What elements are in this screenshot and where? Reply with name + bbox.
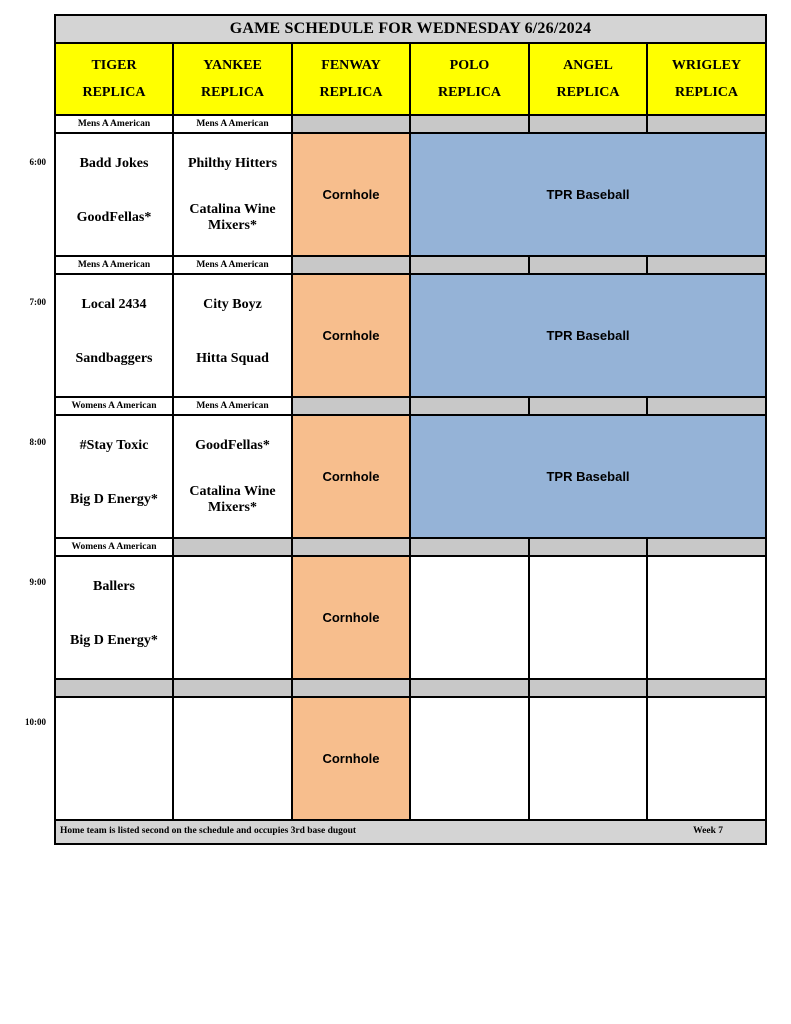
division-row xyxy=(56,398,765,416)
division-label xyxy=(293,680,411,696)
away-team: #Stay Toxic xyxy=(79,438,149,453)
division-label xyxy=(530,398,648,414)
fenway-cornhole-cell: Cornhole xyxy=(293,275,411,396)
time-label-10: 10:00 xyxy=(25,717,46,727)
division-label xyxy=(648,539,765,555)
division-label xyxy=(530,257,648,273)
division-label xyxy=(530,116,648,132)
division-label: Womens A American xyxy=(56,539,174,555)
wrigley-game-cell xyxy=(648,698,765,819)
angel-game-cell xyxy=(530,557,648,678)
fenway-cornhole-cell: Cornhole xyxy=(293,557,411,678)
home-team: Big D Energy* xyxy=(70,633,158,648)
division-label xyxy=(174,680,293,696)
polo-game-cell xyxy=(411,557,530,678)
fenway-cornhole-cell: Cornhole xyxy=(293,698,411,819)
division-label xyxy=(411,257,530,273)
time-label-6: 6:00 xyxy=(29,157,46,167)
tiger-game-cell xyxy=(56,134,174,255)
tiger-game-cell xyxy=(56,557,174,678)
home-team: Catalina Wine Mixers* xyxy=(189,202,276,233)
home-team: Sandbaggers xyxy=(75,351,153,366)
away-team: Local 2434 xyxy=(81,297,147,312)
division-row xyxy=(56,257,765,275)
division-label xyxy=(56,680,174,696)
time-slot-row xyxy=(56,416,765,539)
division-label xyxy=(648,116,765,132)
home-team-note: Home team is listed second on the schedule and occupies 3rd base dugout xyxy=(60,826,357,836)
away-team: GoodFellas* xyxy=(195,438,270,453)
schedule-footer xyxy=(56,821,765,843)
time-slot-row xyxy=(56,134,765,257)
polo-game-cell xyxy=(411,698,530,819)
away-team: Ballers xyxy=(93,579,135,594)
schedule-title: GAME SCHEDULE FOR WEDNESDAY 6/26/2024 xyxy=(56,16,765,44)
division-label: Mens A American xyxy=(56,116,174,132)
division-row xyxy=(56,680,765,698)
time-label-8: 8:00 xyxy=(29,437,46,447)
away-team: City Boyz xyxy=(203,297,262,312)
time-label-9: 9:00 xyxy=(29,577,46,587)
field-header-angel: ANGEL REPLICA xyxy=(530,44,648,116)
angel-game-cell xyxy=(530,698,648,819)
yankee-game-cell xyxy=(174,698,293,819)
tpr-baseball-block: TPR Baseball xyxy=(411,134,765,255)
division-label: Mens A American xyxy=(174,257,293,273)
tiger-game-cell xyxy=(56,416,174,537)
tpr-baseball-block: TPR Baseball xyxy=(411,416,765,537)
division-label xyxy=(411,539,530,555)
home-team: Catalina Wine Mixers* xyxy=(189,484,276,515)
division-label: Mens A American xyxy=(56,257,174,273)
division-label xyxy=(411,398,530,414)
division-label xyxy=(648,680,765,696)
yankee-game-cell xyxy=(174,416,293,537)
division-label xyxy=(411,680,530,696)
time-label-7: 7:00 xyxy=(29,297,46,307)
time-slot-row xyxy=(56,275,765,398)
away-team: Badd Jokes xyxy=(79,156,149,171)
division-label xyxy=(293,539,411,555)
home-team: GoodFellas* xyxy=(76,210,152,225)
division-row xyxy=(56,539,765,557)
division-row xyxy=(56,116,765,134)
yankee-game-cell xyxy=(174,134,293,255)
division-label xyxy=(530,680,648,696)
yankee-game-cell xyxy=(174,557,293,678)
field-header-yankee: YANKEE REPLICA xyxy=(174,44,293,116)
away-team: Philthy Hitters xyxy=(187,156,278,171)
division-label xyxy=(174,539,293,555)
week-label: Week 7 xyxy=(693,826,723,836)
home-team: Hitta Squad xyxy=(196,351,269,366)
division-label xyxy=(411,116,530,132)
division-label: Womens A American xyxy=(56,398,174,414)
time-slot-row xyxy=(56,698,765,821)
division-label xyxy=(293,398,411,414)
tpr-baseball-block: TPR Baseball xyxy=(411,275,765,396)
division-label xyxy=(293,116,411,132)
division-label xyxy=(648,398,765,414)
field-header-tiger: TIGER REPLICA xyxy=(56,44,174,116)
field-header-fenway: FENWAY REPLICA xyxy=(293,44,411,116)
time-slot-row xyxy=(56,557,765,680)
division-label xyxy=(293,257,411,273)
field-header-polo: POLO REPLICA xyxy=(411,44,530,116)
yankee-game-cell xyxy=(174,275,293,396)
fenway-cornhole-cell: Cornhole xyxy=(293,416,411,537)
fenway-cornhole-cell: Cornhole xyxy=(293,134,411,255)
division-label: Mens A American xyxy=(174,116,293,132)
division-label xyxy=(530,539,648,555)
tiger-game-cell xyxy=(56,275,174,396)
tiger-game-cell xyxy=(56,698,174,819)
division-label: Mens A American xyxy=(174,398,293,414)
field-header-wrigley: WRIGLEY REPLICA xyxy=(648,44,765,116)
division-label xyxy=(648,257,765,273)
field-header-row xyxy=(56,44,765,116)
wrigley-game-cell xyxy=(648,557,765,678)
schedule-sheet xyxy=(54,14,767,845)
home-team: Big D Energy* xyxy=(70,492,158,507)
